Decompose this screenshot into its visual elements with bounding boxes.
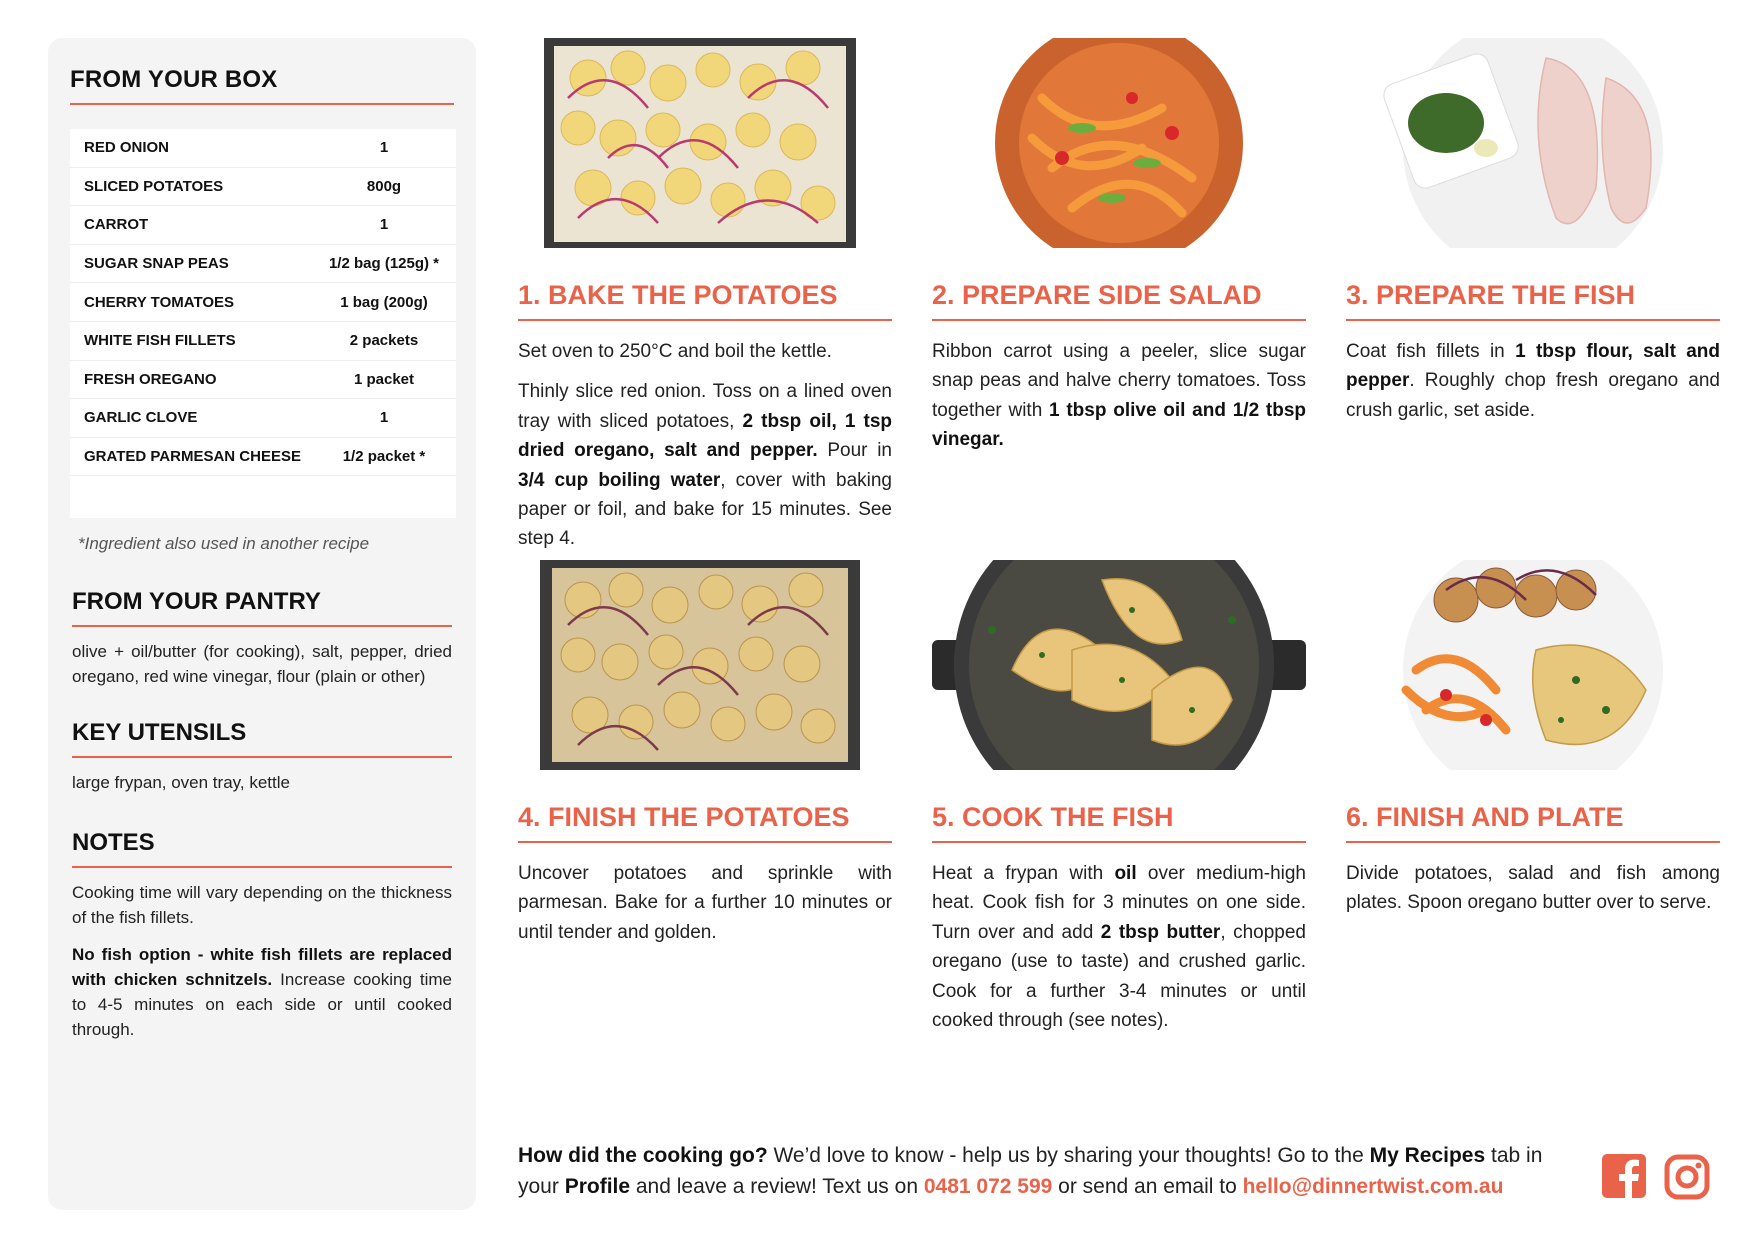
ingredient-name: GARLIC CLOVE [84,409,198,427]
footer-text: or send an email to [1052,1175,1243,1198]
phone-link[interactable]: 0481 072 599 [923,1175,1053,1198]
utensils-text: large frypan, oven tray, kettle [72,773,290,793]
pantry-text: olive + oil/butter (for cooking), salt, pepper, dried oregano, red wine vinegar, flour (plain or other) [72,642,452,687]
ingredient-name: CARROT [84,216,149,234]
step-1 [518,38,892,554]
notes-title: NOTES [72,829,452,868]
text-run: over medium-high heat. Cook fish for 3 minutes on one side. Turn over and add [932,863,1306,943]
step-5 [932,560,1306,1035]
step-5-title: 5. COOK THE FISH [932,802,1306,843]
text-run: Ribbon carrot using a peeler, slice sugar snap peas and halve cherry tomatoes. Toss together with [932,341,1306,421]
notes-rest: Increase cooking time to 4-5 minutes on each side or until cooked through. [72,970,452,1040]
step-5-text [932,859,1306,1035]
ingredient-row [70,438,456,477]
text-run: Thinly slice red onion. Toss on a lined oven tray with sliced potatoes, [518,381,892,432]
fish-fillets-photo [1346,38,1720,248]
text-run: Pour in [817,440,892,462]
frypan-fish-photo [932,560,1306,770]
ingredient-footnote: *Ingredient also used in another recipe [78,534,370,554]
ingredient-name: SLICED POTATOES [84,177,224,195]
ingredient-row [70,168,456,207]
step-3 [1346,38,1720,425]
feedback-footer [518,1140,1568,1202]
ingredient-name: FRESH OREGANO [84,370,217,388]
text-run: , chopped oregano (use to taste) and crushed garlic. Cook for a further 3-4 minutes or until cooked through (see notes). [932,921,1307,1032]
notes-bold: No fish option - white fish fillets are replaced with chicken schnitzels. [72,945,452,990]
ingredient-row [70,129,456,168]
ingredient-name: SUGAR SNAP PEAS [84,255,229,273]
plated-dish-photo [1346,560,1720,770]
step-6-text: Divide potatoes, salad and fish among plates. Spoon oregano butter over to serve. [1346,863,1720,914]
step-4-title: 4. FINISH THE POTATOES [518,802,892,843]
text-run: Coat fish fillets in [1346,341,1516,362]
bold-run: 1 tbsp olive oil and 1/2 tbsp vinegar. [932,399,1306,451]
tray-potatoes-parmesan-photo [518,560,892,770]
my-recipes-label: My Recipes [1369,1144,1486,1167]
from-your-box-title: FROM YOUR BOX [70,66,454,105]
ingredient-qty: 1 [379,409,389,427]
ingredient-row [70,399,456,438]
step-4 [518,560,892,947]
ingredient-qty: 1 [379,216,389,234]
ingredient-table [70,129,456,518]
step-3-title: 3. PREPARE THE FISH [1346,280,1720,321]
step-2-title: 2. PREPARE SIDE SALAD [932,280,1306,321]
facebook-icon[interactable] [1602,1154,1646,1198]
step-2 [932,38,1306,455]
salad-bowl-photo [932,38,1306,248]
ingredient-name: WHITE FISH FILLETS [84,332,236,350]
step-1-para-1: Set oven to 250°C and boil the kettle. [518,341,832,362]
ingredient-qty: 800g [366,177,402,195]
bold-run: 3/4 cup boiling water [518,469,721,491]
ingredient-row [70,206,456,245]
bold-run: 2 tbsp butter [1100,921,1221,943]
footer-text: We’d love to know - help us by sharing your thoughts! Go to the [767,1144,1370,1167]
ingredient-qty: 1 [379,139,389,157]
tray-potatoes-photo [518,38,892,248]
ingredient-qty: 1/2 packet * [342,448,426,466]
ingredient-name: CHERRY TOMATOES [84,293,235,311]
footer-question: How did the cooking go? [518,1144,768,1167]
profile-label: Profile [564,1175,631,1198]
step-1-para-2 [518,377,892,553]
bold-run: 1 tbsp flour, salt and pepper [1346,341,1720,392]
ingredient-row [70,322,456,361]
ingredient-row [70,361,456,400]
email-link[interactable]: hello@dinnertwist.com.au [1242,1175,1504,1198]
step-3-text [1346,337,1720,425]
text-run: . Roughly chop fresh oregano and crush garlic, set aside. [1346,370,1720,421]
step-6 [1346,560,1720,918]
ingredient-row [70,283,456,322]
ingredient-qty: 2 packets [349,332,419,350]
step-1-text [518,337,892,554]
ingredient-name: RED ONION [84,139,170,157]
ingredients-sidebar [48,38,476,1210]
footer-text: and leave a review! Text us on [630,1175,924,1198]
text-run: , cover with baking paper or foil, and bake for 15 minutes. See step 4. [518,469,892,550]
footer-text: tab in your [518,1144,1543,1198]
pantry-title: FROM YOUR PANTRY [72,588,452,627]
notes-text-2 [72,942,452,1042]
ingredient-name: GRATED PARMESAN CHEESE [84,448,301,466]
ingredient-qty: 1/2 bag (125g) * [328,255,440,273]
bold-run: oil [1114,863,1137,884]
instagram-icon[interactable] [1664,1154,1710,1200]
ingredient-qty: 1 packet [353,370,415,388]
step-2-text [932,337,1306,455]
text-run: Heat a frypan with [932,863,1115,884]
ingredient-qty: 1 bag (200g) [340,293,428,311]
step-1-title: 1. BAKE THE POTATOES [518,280,892,321]
step-4-text: Uncover potatoes and sprinkle with parmesan. Bake for a further 10 minutes or until tender and golden. [518,863,892,943]
utensils-title: KEY UTENSILS [72,719,452,758]
step-6-title: 6. FINISH AND PLATE [1346,802,1720,843]
notes-text-1: Cooking time will vary depending on the thickness of the fish fillets. [72,883,452,928]
ingredient-row [70,245,456,284]
bold-run: 2 tbsp oil, 1 tsp dried oregano, salt and pepper. [518,410,892,462]
